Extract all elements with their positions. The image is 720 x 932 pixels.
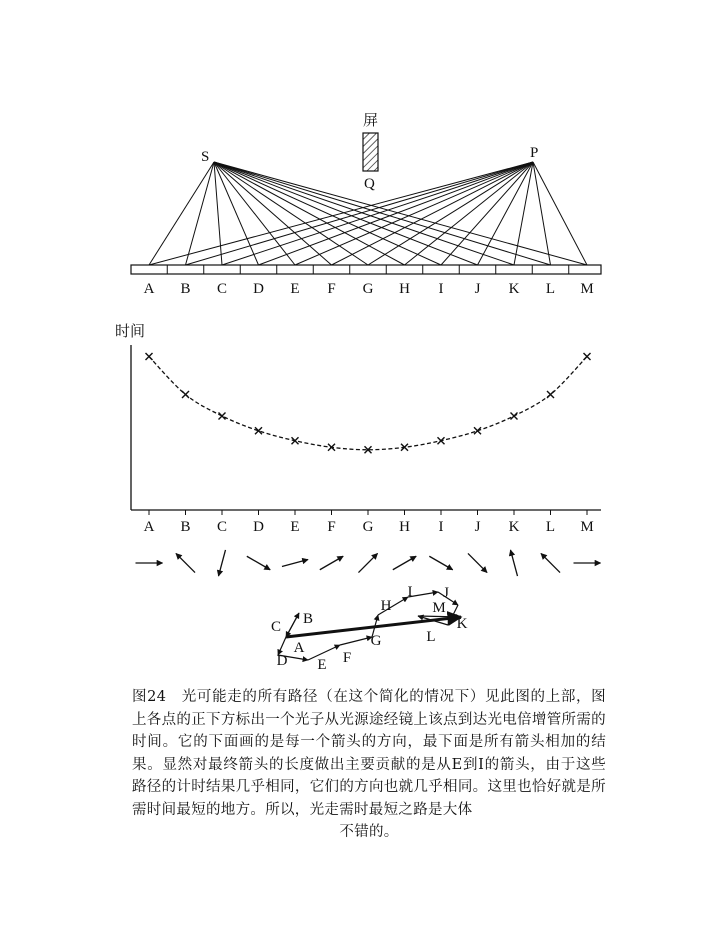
chain-label-c: C	[270, 619, 282, 635]
direction-arrow-h	[393, 556, 416, 570]
mirror-point-label-c: C	[216, 281, 228, 297]
direction-arrow-g	[358, 553, 377, 572]
time-marker-l	[547, 391, 554, 398]
mirror-point-label-a: A	[143, 281, 155, 297]
chain-label-a: A	[293, 640, 305, 656]
source-label: S	[201, 149, 210, 165]
ray-to-p-a	[149, 162, 533, 265]
ray-to-p-f	[332, 162, 534, 265]
chain-label-d: D	[276, 653, 288, 669]
x-tick-label-c: C	[216, 519, 228, 535]
chain-label-j: J	[443, 585, 449, 601]
mirror-point-label-i: I	[438, 281, 444, 297]
mirror	[131, 265, 601, 274]
x-tick-label-g: G	[362, 519, 374, 535]
x-tick-label-l: L	[545, 519, 556, 535]
chain-label-i: I	[407, 584, 413, 600]
vector-sum	[271, 584, 468, 673]
ray-to-p-l	[533, 162, 551, 265]
time-marker-j	[474, 427, 481, 434]
top-diagram	[131, 111, 601, 297]
chain-label-e: E	[317, 657, 327, 673]
ray-to-p-g	[368, 162, 533, 265]
mirror-point-label-l: L	[545, 281, 556, 297]
time-chart	[115, 322, 601, 535]
chain-arrow	[286, 613, 299, 637]
ray-from-s-b	[186, 162, 215, 265]
direction-arrow-e	[282, 560, 308, 567]
direction-arrow-l	[541, 553, 560, 572]
time-curve	[149, 357, 587, 450]
ray-to-p-m	[533, 162, 587, 265]
mirror-point-label-j: J	[474, 281, 481, 297]
x-tick-label-e: E	[290, 519, 300, 535]
screen	[363, 133, 378, 171]
caption-text: 图24 光可能走的所有路径（在这个简化的情况下）见此图的上部，图上各点的正下方标出一个光子从光源途经镜上该点到达光电倍增管所需的时间。它的下面画的是每一个箭头的方向，最下面是所有箭头相加的结果。显然对最终箭头的长度做出主要贡献的是从E到I的箭头，由于这些路径的计时结果几乎相同，它们的方向也就几乎相同。这里也恰好就是所需时间最短的地方。所以，光走需时最短之路是大体	[132, 689, 606, 818]
ray-to-p-d	[259, 162, 534, 265]
chain-label-m: M	[432, 600, 446, 616]
chain-label-b: B	[302, 611, 314, 627]
chain-arrow	[408, 592, 438, 597]
arrow-row	[136, 550, 601, 576]
time-marker-k	[511, 412, 518, 419]
chain-label-l: L	[426, 629, 436, 645]
mirror-point-label-g: G	[362, 281, 374, 297]
x-tick-label-j: J	[474, 519, 481, 535]
time-marker-d	[255, 427, 262, 434]
ray-from-s-a	[149, 162, 214, 265]
chain-label-k: K	[456, 616, 468, 632]
mirror-point-label-h: H	[399, 281, 410, 297]
figure-caption	[132, 686, 606, 844]
mirror-point-label-m: M	[580, 281, 594, 297]
x-tick-label-m: M	[580, 519, 594, 535]
chain-label-f: F	[342, 650, 352, 666]
screen-label: 屏	[363, 111, 379, 129]
x-tick-label-k: K	[508, 519, 520, 535]
time-marker-a	[146, 353, 153, 360]
mirror-point-label-e: E	[290, 281, 300, 297]
target-label: P	[530, 145, 539, 161]
direction-arrow-d	[247, 556, 270, 570]
ray-from-s-l	[214, 162, 551, 265]
mirror-point-labels	[144, 281, 594, 297]
mirror-point-label-d: D	[253, 281, 264, 297]
chain-arrow	[340, 637, 372, 645]
mirror-point-label-k: K	[508, 281, 520, 297]
x-tick-label-f: F	[327, 519, 336, 535]
x-tick-label-d: D	[253, 519, 264, 535]
mirror-point-label-b: B	[180, 281, 191, 297]
caption-last-line: 不错的。	[339, 824, 399, 840]
ray-from-s-i	[214, 162, 441, 265]
time-marker-m	[584, 353, 591, 360]
chain-label-g: G	[370, 633, 382, 649]
ray-from-s-f	[214, 162, 332, 265]
y-axis-label: 时间	[115, 322, 146, 340]
x-tick-label-i: I	[438, 519, 444, 535]
direction-arrow-f	[320, 556, 343, 570]
time-markers	[146, 353, 591, 453]
screen-point-label: Q	[364, 176, 375, 192]
x-axis-ticks	[149, 510, 587, 515]
x-axis-tick-labels	[144, 519, 594, 535]
time-marker-b	[182, 391, 189, 398]
x-tick-label-a: A	[143, 519, 155, 535]
x-tick-label-b: B	[180, 519, 191, 535]
direction-arrow-k	[511, 550, 518, 576]
ray-to-p-e	[295, 162, 533, 265]
x-tick-label-h: H	[399, 519, 410, 535]
mirror-point-label-f: F	[327, 281, 336, 297]
chain-label-h: H	[380, 598, 392, 614]
time-marker-c	[219, 412, 226, 419]
direction-arrow-i	[429, 556, 452, 570]
direction-arrow-b	[176, 553, 195, 572]
direction-arrow-j	[468, 553, 487, 572]
direction-arrow-c	[219, 550, 226, 576]
